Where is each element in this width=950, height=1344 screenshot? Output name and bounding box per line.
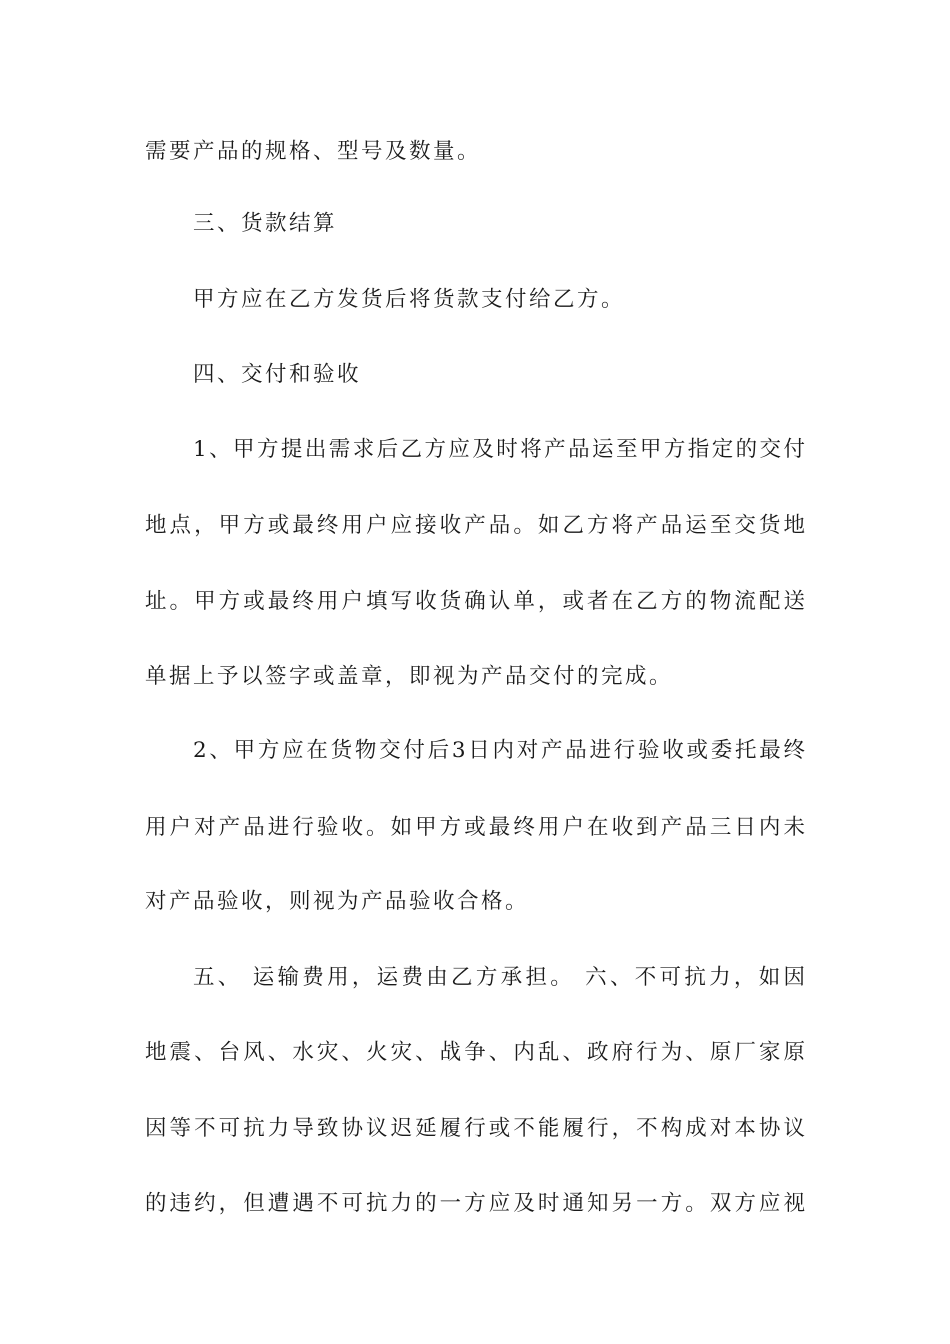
text-line: 甲方应在乙方发货后将货款支付给乙方。 <box>193 287 626 312</box>
text-line: 因等不可抗力导致协议迟延履行或不能履行，不构成对本协议 <box>145 1116 805 1141</box>
text-line: 需要产品的规格、型号及数量。 <box>145 139 482 164</box>
text-line: 2、甲方应在货物交付后3日内对产品进行验收或委托最终 <box>193 738 805 763</box>
text-line: 1、甲方提出需求后乙方应及时将产品运至甲方指定的交付 <box>193 437 805 462</box>
text-line: 对产品验收，则视为产品验收合格。 <box>145 889 530 914</box>
text-line: 址。甲方或最终用户填写收货确认单，或者在乙方的物流配送 <box>145 589 805 614</box>
text-line: 地震、台风、水灾、火灾、战争、内乱、政府行为、原厂家原 <box>145 1040 805 1065</box>
text-line: 单据上予以签字或盖章，即视为产品交付的完成。 <box>145 664 674 689</box>
section-heading: 三、货款结算 <box>193 211 338 236</box>
text-line: 的违约，但遭遇不可抗力的一方应及时通知另一方。双方应视 <box>145 1191 805 1216</box>
text-line: 地点，甲方或最终用户应接收产品。如乙方将产品运至交货地 <box>145 513 805 538</box>
text-line: 五、 运输费用，运费由乙方承担。 六、不可抗力，如因 <box>193 965 805 990</box>
section-heading: 四、交付和验收 <box>193 362 362 387</box>
text-line: 用户对产品进行验收。如甲方或最终用户在收到产品三日内未 <box>145 815 805 840</box>
